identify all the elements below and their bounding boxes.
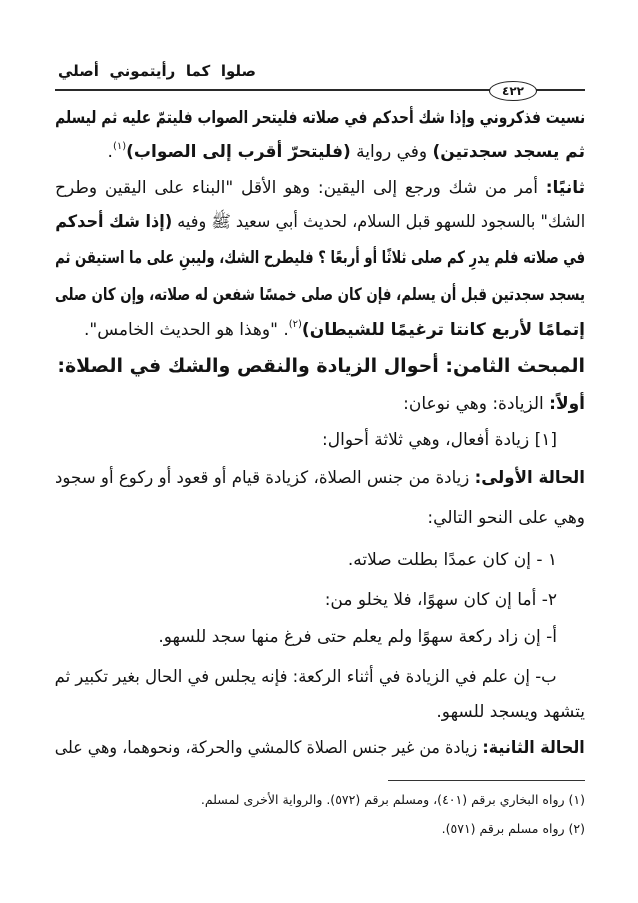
hadith-text: نسيت فذكروني وإذا شك أحدكم في صلاته فليتحر الصواب فليتمّ عليه ثم ليسلم xyxy=(55,108,585,128)
text-line xyxy=(55,101,585,135)
case-label: الحالة الثانية: xyxy=(482,738,585,758)
text-line-content xyxy=(348,543,557,577)
text-line xyxy=(55,543,557,577)
text-segment: [١] زيادة أفعال، وهي ثلاثة أحوال: xyxy=(322,430,557,450)
footnote xyxy=(55,818,585,840)
hadith-text: (إذا شك أحدكم xyxy=(55,212,172,232)
page-number-badge xyxy=(489,81,537,101)
text-line-content xyxy=(55,241,585,275)
list-item-text: ١ - إن كان عمدًا بطلت صلاته. xyxy=(347,550,557,570)
text-line xyxy=(55,731,585,765)
hadith-text: (فليتحرّ أقرب إلى الصواب) xyxy=(126,142,351,162)
text-segment: الشك" بالسجود للسهو قبل السلام، لحديث أبي سعيد ﷺ وفيه xyxy=(171,212,585,232)
section-heading-text: المبحث الثامن: أحوال الزيادة والنقص والشك في الصلاة: xyxy=(57,355,585,377)
hadith-text: ثم يسجد سجدتين) xyxy=(432,142,585,162)
text-line xyxy=(55,205,585,239)
text-line-content xyxy=(108,135,585,169)
text-segment: وفي رواية xyxy=(350,142,433,162)
text-line xyxy=(55,241,585,275)
text-line xyxy=(55,387,585,421)
footnote-reference: (١) xyxy=(112,141,127,152)
footnote-separator xyxy=(388,780,585,781)
text-line-content xyxy=(427,501,585,535)
point-label: أولاً: xyxy=(549,394,585,414)
text-segment: . xyxy=(107,142,113,162)
footnote-text: (١) رواه البخاري برقم (٤٠١)، ومسلم برقم (٥٧٢). والرواية الأخرى لمسلم. xyxy=(200,792,585,807)
running-header xyxy=(58,56,256,86)
list-item-text: ٢- أما إن كان سهوًا، فلا يخلو من: xyxy=(324,590,557,610)
list-item-text: ب- إن علم في الزيادة في أثناء الركعة: فإنه يجلس في الحال بغير تكبير ثم xyxy=(55,667,557,687)
text-segment: الزيادة: وهي نوعان: xyxy=(403,394,550,414)
text-line-content xyxy=(403,387,585,421)
text-line-content xyxy=(436,695,585,729)
text-line xyxy=(55,278,585,312)
text-line-content xyxy=(158,620,557,654)
text-line-content xyxy=(55,205,585,239)
text-segment: يتشهد ويسجد للسهو. xyxy=(436,702,585,722)
point-label: ثانيًا: xyxy=(545,178,585,198)
section-heading xyxy=(55,349,585,383)
running-header-title: صلوا كما رأيتموني أصلي xyxy=(58,62,256,80)
text-line xyxy=(55,583,557,617)
footnote-text: (٢) رواه مسلم برقم (٥٧١). xyxy=(441,821,585,836)
text-line-content xyxy=(84,313,585,347)
list-item-text: أ- إن زاد ركعة سهوًا ولم يعلم حتى فرغ منها سجد للسهو. xyxy=(158,627,557,647)
text-line-content xyxy=(325,583,557,617)
text-line xyxy=(55,171,585,205)
hadith-text: إتمامًا لأربع كانتا ترغيمًا للشيطان) xyxy=(301,320,585,340)
text-segment: زيادة من غير جنس الصلاة كالمشي والحركة، ونحوهما، وهي على xyxy=(55,738,483,758)
text-line-content xyxy=(55,461,585,495)
hadith-text: يسجد سجدتين قبل أن يسلم، فإن كان صلى خمسًا شفعن له صلاته، وإن كان صلى xyxy=(55,285,585,305)
footnote xyxy=(55,789,585,811)
text-line-content xyxy=(55,101,585,135)
text-line xyxy=(55,660,557,694)
hadith-text: في صلاته فلم يدرِ كم صلى ثلاثًا أو أربعًا ؟ فليطرح الشك، وليبنِ على ما استيقن ثم xyxy=(55,248,585,268)
text-segment: أمر من شك ورجع إلى اليقين: وهو الأقل "البناء على اليقين وطرح xyxy=(55,178,546,198)
text-line xyxy=(55,461,585,495)
case-label: الحالة الأولى: xyxy=(474,468,585,488)
text-line xyxy=(55,620,557,654)
text-line xyxy=(55,313,585,347)
text-line xyxy=(55,423,557,457)
text-line xyxy=(55,135,585,169)
text-segment: زيادة من جنس الصلاة، كزيادة قيام أو قعود أو ركوع أو سجود xyxy=(55,468,475,488)
text-segment: وهي على النحو التالي: xyxy=(427,508,585,528)
text-line-content xyxy=(55,171,585,205)
text-line-content xyxy=(55,731,585,765)
text-line-content xyxy=(322,423,557,457)
text-line xyxy=(55,501,585,535)
page-number: ٤٢٢ xyxy=(502,84,524,98)
text-line xyxy=(55,695,585,729)
footnote-reference: (٢) xyxy=(288,319,302,330)
text-line-content xyxy=(55,660,557,694)
text-line-content xyxy=(55,278,585,312)
text-segment: . "وهذا هو الحديث الخامس". xyxy=(84,320,289,340)
